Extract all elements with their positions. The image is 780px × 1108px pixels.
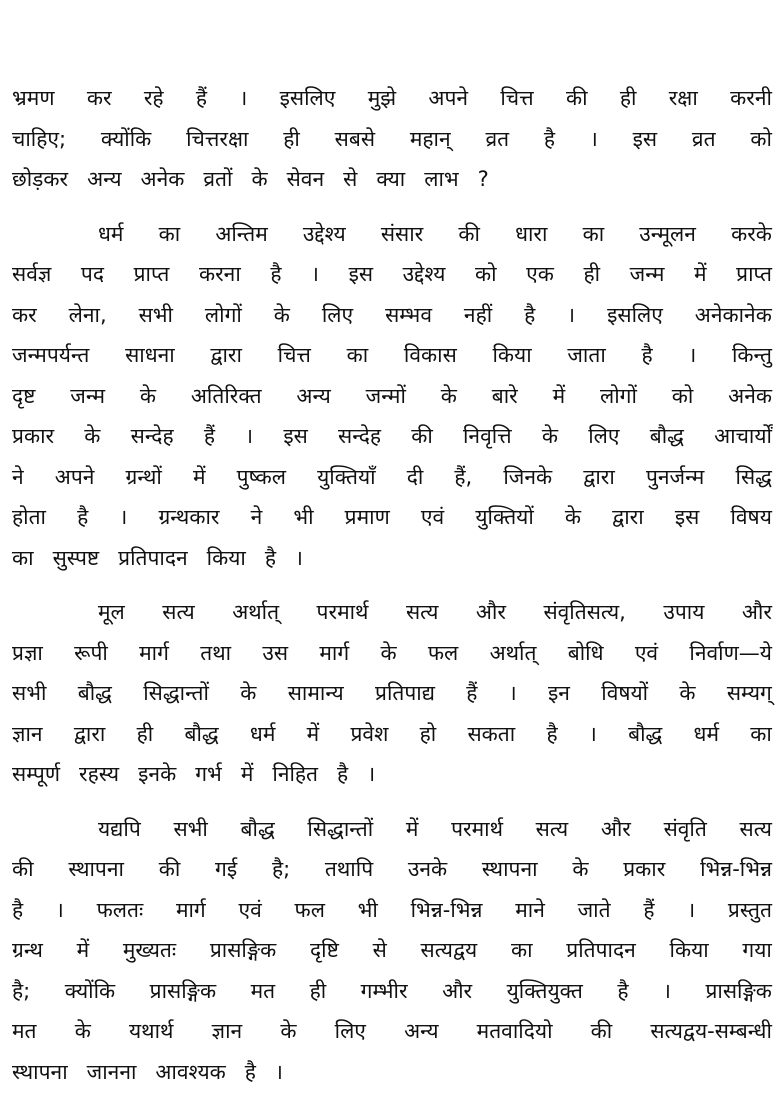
word: के (84, 424, 101, 448)
word: बौद्ध (240, 816, 275, 841)
word: के (273, 302, 290, 327)
word: में (306, 721, 320, 746)
word: क्योंकि (64, 978, 116, 1003)
word: इन (547, 681, 570, 705)
word: प्रतिपादन (118, 545, 188, 570)
text-line (12, 1011, 772, 1052)
word: सकता (467, 721, 516, 746)
word: अन्य (87, 167, 122, 191)
word: तथापि (324, 857, 374, 881)
word: जिनके (503, 464, 553, 489)
word: है; (271, 857, 291, 881)
word: प्रतिपादन (566, 938, 636, 962)
word: ग्रन्थों (125, 464, 162, 489)
word: लिए (588, 424, 620, 448)
word: होता (12, 505, 46, 529)
word: फल (294, 897, 325, 922)
word: हैं (466, 681, 478, 705)
word: महान् (409, 126, 451, 151)
word: की (158, 857, 181, 881)
word: जन्मों (365, 383, 406, 408)
word: व्रतों (203, 167, 233, 191)
word: लिए (321, 302, 354, 327)
text-line (12, 673, 772, 714)
word: युक्तियुक्त (506, 978, 583, 1003)
paragraph (12, 214, 772, 579)
word: व्रत (485, 126, 510, 151)
paragraph (12, 592, 772, 795)
word: किया (492, 343, 532, 367)
word: ने (250, 505, 263, 529)
word: । (588, 721, 597, 746)
word: युक्तियाँ (317, 464, 376, 489)
text-line (12, 159, 772, 200)
word: सत्य (162, 600, 195, 624)
word: से (372, 938, 387, 962)
word: । (687, 897, 696, 922)
word: किन्तु (731, 343, 772, 367)
word: की (12, 857, 34, 881)
text-line (12, 497, 772, 538)
text-line (12, 119, 772, 160)
word: सभी (138, 302, 173, 327)
word: उपाय (663, 600, 705, 624)
word: धर्म (249, 721, 276, 746)
paragraph (12, 809, 772, 1093)
word: उस (262, 640, 289, 665)
word: । (295, 545, 303, 570)
word: उन्मूलन (639, 221, 696, 246)
word: इस (348, 262, 374, 286)
text-line (12, 214, 772, 255)
word: है (12, 897, 24, 922)
text-line (12, 335, 772, 376)
word: दृष्ट (12, 383, 36, 408)
word: चित्तरक्षा (186, 126, 249, 151)
word: सत्य (405, 600, 439, 624)
word: स्थापना (481, 857, 538, 881)
word: एवं (420, 505, 445, 529)
word: है (270, 262, 282, 286)
word: साधना (125, 343, 175, 367)
word: । (589, 126, 598, 151)
word: निवृत्ति (462, 424, 512, 448)
word: इस (632, 126, 658, 151)
word: द्वारा (583, 464, 615, 489)
word: सत्य (535, 816, 569, 841)
word: लिए (334, 1019, 366, 1043)
word: में (192, 464, 206, 489)
word: आवश्यक (155, 1059, 226, 1084)
word: के (74, 1019, 91, 1043)
word: लेना, (68, 302, 107, 327)
word: जन्म (629, 262, 665, 286)
word: । (245, 424, 254, 448)
word: भिन्न-भिन्न (700, 857, 772, 881)
word: । (567, 302, 576, 327)
word: मार्ग (175, 897, 206, 922)
word: नहीं (463, 302, 493, 327)
word: में (240, 762, 254, 786)
text-line (12, 592, 772, 633)
word: । (508, 681, 517, 705)
text-line (12, 78, 772, 119)
word: अतिरिक्त (190, 383, 262, 408)
word: उद्देश्य (302, 221, 346, 246)
text-line (12, 538, 772, 579)
word: के (240, 681, 257, 705)
word: प्रमाण (344, 505, 390, 529)
word: प्रकार (623, 857, 666, 881)
word: मुझे (367, 86, 397, 110)
word: चित्त (277, 343, 311, 367)
word: की (411, 424, 433, 448)
word: है (524, 302, 536, 327)
word: जाते (577, 897, 611, 922)
word: एक (526, 262, 554, 286)
word: प्राप्त (133, 262, 170, 286)
word: गम्भीर (360, 978, 408, 1003)
word: सत्यद्वय-सम्बन्धी (650, 1019, 772, 1043)
word: करना (198, 262, 241, 286)
word: बौद्ध (628, 721, 663, 746)
word: की (565, 86, 588, 110)
word: है (244, 1059, 256, 1084)
text-line (12, 890, 772, 931)
text-line (12, 971, 772, 1012)
word: प्रकार (12, 424, 55, 448)
word: परमार्थ (316, 600, 369, 624)
word: से (343, 167, 358, 191)
document-page (12, 78, 772, 1106)
word: का (158, 221, 181, 246)
word: प्रवेश (350, 721, 389, 746)
word: भ्रमण (12, 86, 55, 110)
word: किया (669, 938, 709, 962)
word: दी (406, 464, 424, 489)
word: विकास (403, 343, 457, 367)
word: बौद्ध (184, 721, 219, 746)
word: छोड़कर (12, 167, 69, 191)
word: प्राप्त (736, 262, 772, 286)
word: विषयों (601, 681, 649, 705)
word: इसलिए (607, 302, 663, 327)
word: अपने (54, 464, 95, 489)
word: सिद्धान्तों (307, 816, 374, 841)
text-line (12, 809, 772, 850)
word: अनेक (140, 167, 185, 191)
word: ? (477, 167, 489, 191)
word: । (663, 978, 671, 1003)
word: पुनर्जन्म (645, 464, 705, 489)
word: प्रस्तुत (727, 897, 772, 922)
word: सत्यद्वय (420, 938, 478, 962)
word: ज्ञान (12, 721, 43, 746)
text-line (12, 416, 772, 457)
word: मत (250, 978, 276, 1003)
word: मार्ग (319, 640, 350, 665)
word: चित्त (500, 86, 534, 110)
text-line (12, 930, 772, 971)
word: के (251, 167, 268, 191)
word: हो (419, 721, 437, 746)
word: लोगों (204, 302, 242, 327)
word: की (590, 1019, 613, 1043)
text-line (12, 633, 772, 674)
word: मार्ग (139, 640, 169, 665)
text-line (12, 254, 772, 295)
word: उद्देश्य (402, 262, 446, 286)
word: भी (293, 505, 314, 529)
word: है (264, 545, 277, 570)
word: संवृति (663, 816, 707, 841)
word: निहित (272, 762, 319, 786)
word: की (458, 221, 480, 246)
word: गर्भ (195, 762, 222, 786)
word: बारे (491, 383, 518, 408)
word: है (546, 721, 558, 746)
word: प्रासङ्गिक (209, 938, 277, 962)
word: सिद्धान्तों (143, 681, 209, 705)
text-line (12, 295, 772, 336)
word: और (600, 816, 631, 841)
word: तथा (200, 640, 232, 665)
word: । (311, 262, 320, 286)
word: और (475, 600, 506, 624)
word: । (55, 897, 64, 922)
word: है; (12, 978, 31, 1003)
word: अनेक (728, 383, 772, 408)
word: संसार (380, 221, 424, 246)
word: को (475, 262, 497, 286)
word: सुस्पष्ट (52, 545, 100, 570)
word: के (440, 383, 457, 408)
word: इस (674, 505, 700, 529)
word: क्योंकि (100, 126, 152, 151)
word: द्वारा (612, 505, 644, 529)
word: रहस्य (79, 762, 120, 786)
text-line (12, 754, 772, 795)
word: क्या (376, 167, 406, 191)
word: प्रासङ्गिक (149, 978, 217, 1003)
word: ने (12, 464, 24, 489)
word: संवृतिसत्य, (543, 600, 626, 624)
word: कर (86, 86, 112, 110)
word: लाभ (424, 167, 459, 191)
word: है (617, 978, 629, 1003)
word: लोगों (599, 383, 637, 408)
word: कर (12, 302, 37, 327)
word: भिन्न-भिन्न (410, 897, 483, 922)
word: में (76, 938, 90, 962)
word: द्वारा (210, 343, 242, 367)
word: सम्पूर्ण (12, 762, 61, 786)
word: भी (357, 897, 378, 922)
word: युक्तियों (475, 505, 534, 529)
word: धर्म (693, 721, 720, 746)
word: फल (427, 640, 459, 665)
word: अनेकानेक (694, 302, 772, 327)
word: ही (309, 978, 327, 1003)
word: । (119, 505, 128, 529)
word: गई (215, 857, 238, 881)
word: आचार्यों (714, 424, 772, 448)
word: । (239, 86, 248, 110)
word: में (405, 816, 419, 841)
word: में (694, 262, 707, 286)
word: यद्यपि (98, 816, 141, 841)
word: सत्य (739, 816, 772, 841)
word: जाता (567, 343, 606, 367)
word: । (367, 762, 376, 786)
word: ही (283, 126, 300, 151)
word: का (582, 221, 605, 246)
word: सभी (12, 681, 47, 705)
word: बौद्ध (649, 424, 684, 448)
word: को (750, 126, 772, 151)
word: ही (619, 86, 637, 110)
word: अन्य (404, 1019, 439, 1043)
word: स्थापना (12, 1059, 68, 1084)
word: प्रतिपाद्य (375, 681, 435, 705)
word: हैं (643, 897, 655, 922)
word: का (750, 721, 772, 746)
word: और (741, 600, 772, 624)
word: ही (583, 262, 601, 286)
word: दृष्टि (310, 938, 339, 962)
word: सन्देह (130, 424, 174, 448)
word: ग्रन्थकार (158, 505, 220, 529)
word: को (671, 383, 694, 408)
word: है (337, 762, 349, 786)
word: के (139, 383, 157, 408)
word: सन्देह (338, 424, 382, 448)
word: यथार्थ (128, 1019, 174, 1043)
word: सामान्य (287, 681, 344, 705)
word: है (543, 126, 556, 151)
word: अर्थात् (232, 600, 280, 624)
word: जन्मपर्यन्त (12, 343, 90, 367)
word: के (679, 681, 696, 705)
word: बौद्ध (77, 681, 112, 705)
word: जानना (86, 1059, 137, 1084)
word: करनी (730, 86, 772, 110)
word: मुख्यतः (122, 938, 177, 962)
word: रक्षा (668, 86, 698, 110)
word: निर्वाण—ये (689, 640, 772, 665)
word: इसलिए (279, 86, 336, 110)
word: एवं (634, 640, 659, 665)
word: है (641, 343, 653, 367)
word: करके (731, 221, 772, 246)
word: उनके (407, 857, 448, 881)
word: धर्म (98, 221, 124, 246)
word: मत (12, 1019, 37, 1043)
word: के (541, 424, 559, 448)
word: पुष्कल (236, 464, 286, 489)
word: में (552, 383, 566, 408)
word: का (510, 938, 533, 962)
text-line (12, 849, 772, 890)
word: परमार्थ (451, 816, 503, 841)
word: प्रज्ञा (12, 640, 43, 665)
word: । (274, 1059, 283, 1084)
word: के (572, 857, 589, 881)
word: चाहिए; (12, 126, 67, 151)
word: किया (206, 545, 246, 570)
word: रहे (143, 86, 164, 110)
word: । (688, 343, 697, 367)
word: धारा (515, 221, 548, 246)
word: के (380, 640, 397, 665)
word: के (564, 505, 582, 529)
word: एवं (238, 897, 262, 922)
text-line (12, 457, 772, 498)
word: बोधि (567, 640, 604, 665)
word: इनके (138, 762, 177, 786)
word: इस (283, 424, 308, 448)
word: ज्ञान (211, 1019, 243, 1043)
word: का (346, 343, 369, 367)
word: हैं (195, 86, 208, 110)
word: पद (80, 262, 104, 286)
word: और (442, 978, 473, 1003)
word: का (12, 545, 34, 570)
word: मूल (98, 600, 125, 624)
word: प्रासङ्गिक (705, 978, 772, 1003)
word: अर्थात् (489, 640, 537, 665)
word: हैं (203, 424, 215, 448)
word: जन्म (70, 383, 106, 408)
word: ग्रन्थ (12, 938, 43, 962)
word: सभी (173, 816, 208, 841)
word: गया (742, 938, 772, 962)
text-line (12, 376, 772, 417)
word: सम्यग् (726, 681, 772, 705)
word: के (280, 1019, 297, 1043)
word: सबसे (334, 126, 376, 151)
word: व्रत (691, 126, 716, 151)
word: विषय (730, 505, 772, 529)
text-line (12, 714, 772, 755)
word: अन्य (296, 383, 331, 408)
word: ही (136, 721, 154, 746)
word: रूपी (74, 640, 108, 665)
word: मतवादियो (476, 1019, 553, 1043)
word: सम्भव (385, 302, 432, 327)
word: अन्तिम (215, 221, 268, 246)
word: है (77, 505, 89, 529)
word: हैं, (454, 464, 473, 489)
word: स्थापना (68, 857, 124, 881)
word: माने (515, 897, 545, 922)
word: अपने (428, 86, 469, 110)
word: सर्वज्ञ (12, 262, 52, 286)
word: फलतः (96, 897, 144, 922)
text-line (12, 1052, 772, 1093)
paragraph (12, 78, 772, 200)
word: सेवन (286, 167, 325, 191)
word: सिद्ध (735, 464, 772, 489)
word: द्वारा (73, 721, 106, 746)
